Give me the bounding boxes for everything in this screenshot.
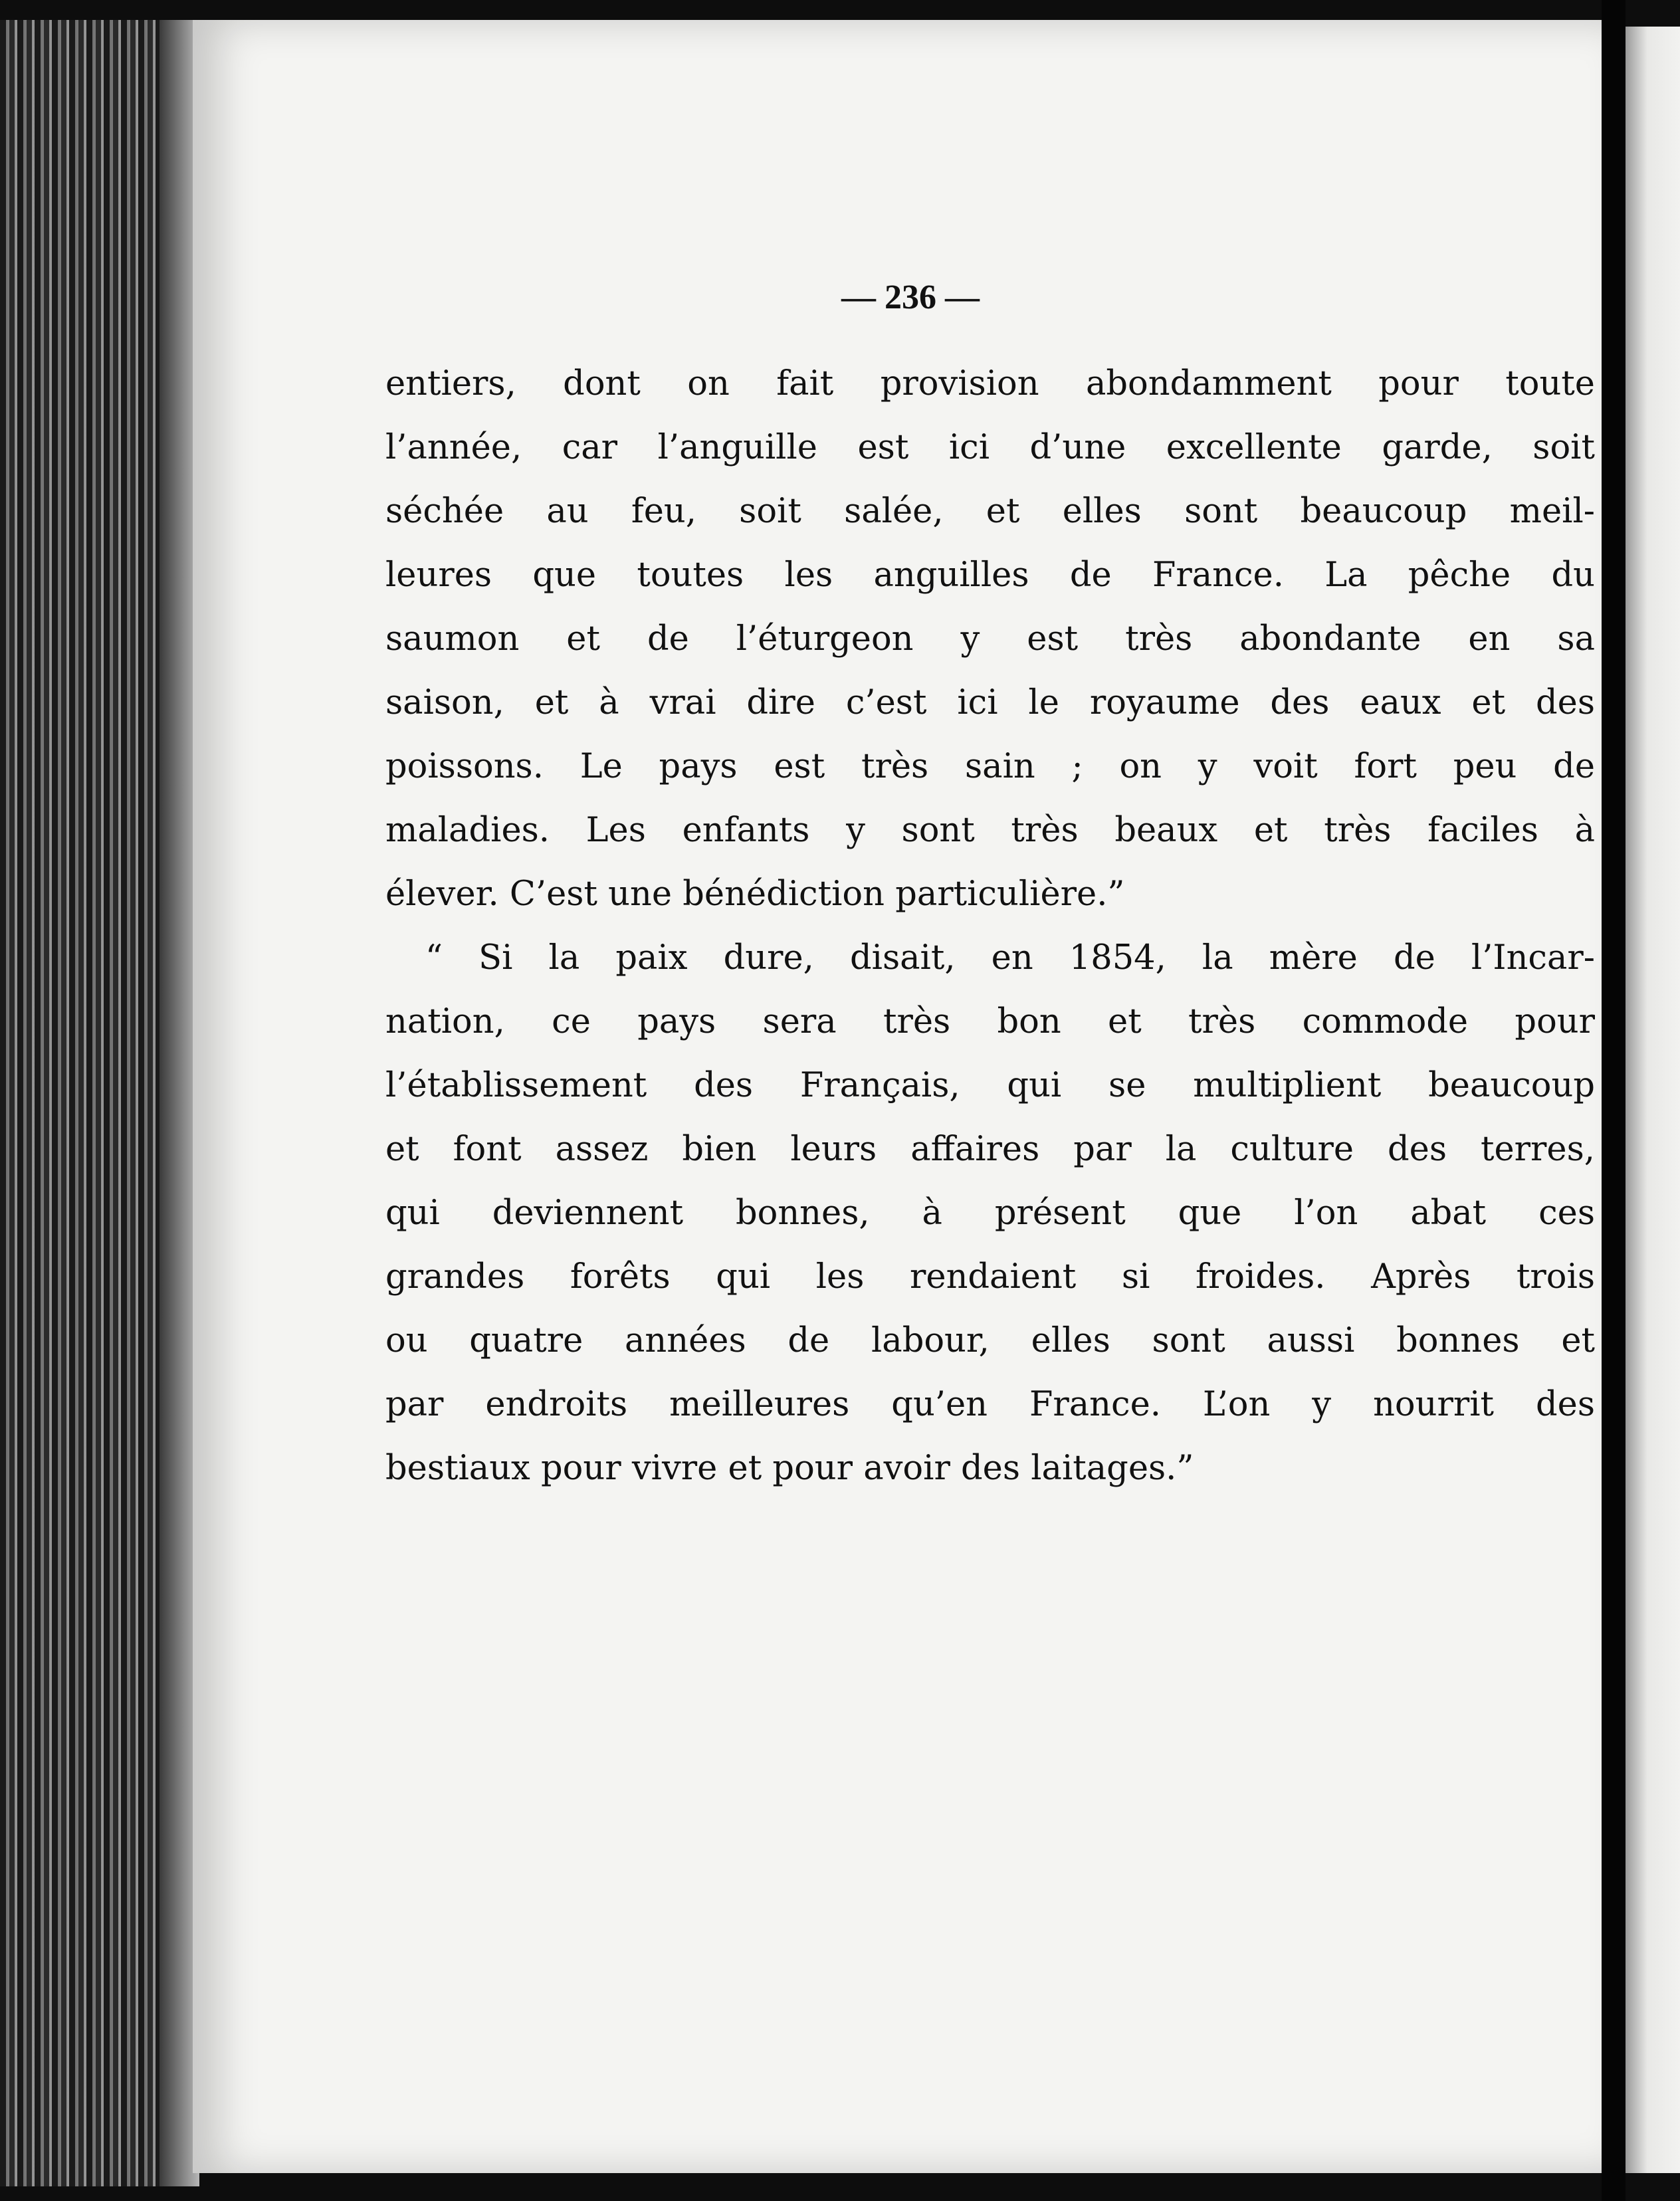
text-line: l’établissement des Français, qui se multiplient beaucoup [385, 1066, 1595, 1105]
text-line: qui deviennent bonnes, à présent que l’on abat ces [385, 1194, 1595, 1233]
text-line: saison, et à vrai dire c’est ici le royaume des eaux et des [385, 683, 1595, 722]
text-line: “ Si la paix dure, disait, en 1854, la mère de l’Incar- [425, 938, 1595, 978]
text-line: poissons. Le pays est très sain ; on y voit fort peu de [385, 747, 1595, 786]
text-line: séchée au feu, soit salée, et elles sont beaucoup meil- [385, 492, 1595, 531]
text-line: leures que toutes les anguilles de France. La pêche du [385, 556, 1595, 595]
page-number: — 236 — [841, 278, 980, 316]
text-line: grandes forêts qui les rendaient si froides. Après trois [385, 1257, 1595, 1297]
text-line: l’année, car l’anguille est ici d’une excellente garde, soit [385, 428, 1595, 467]
binding-gutter [1602, 0, 1626, 2201]
text-line: ou quatre années de labour, elles sont aussi bonnes et [385, 1321, 1595, 1360]
adjacent-page-edge [1626, 27, 1680, 2173]
book-page [193, 20, 1602, 2173]
text-line: bestiaux pour vivre et pour avoir des laitages.” [385, 1449, 1194, 1488]
body-text [385, 352, 1595, 1501]
text-line: saumon et de l’éturgeon y est très abondante en sa [385, 619, 1595, 659]
stacked-page-edges [0, 20, 199, 2186]
text-line: par endroits meilleures qu’en France. L’on y nourrit des [385, 1385, 1595, 1424]
text-line: entiers, dont on fait provision abondamment pour toute [385, 364, 1595, 403]
text-line: nation, ce pays sera très bon et très commode pour [385, 1002, 1595, 1041]
text-line: et font assez bien leurs affaires par la culture des terres, [385, 1130, 1595, 1169]
text-line: élever. C’est une bénédiction particulière.” [385, 875, 1125, 914]
text-line: maladies. Les enfants y sont très beaux et très faciles à [385, 811, 1595, 850]
